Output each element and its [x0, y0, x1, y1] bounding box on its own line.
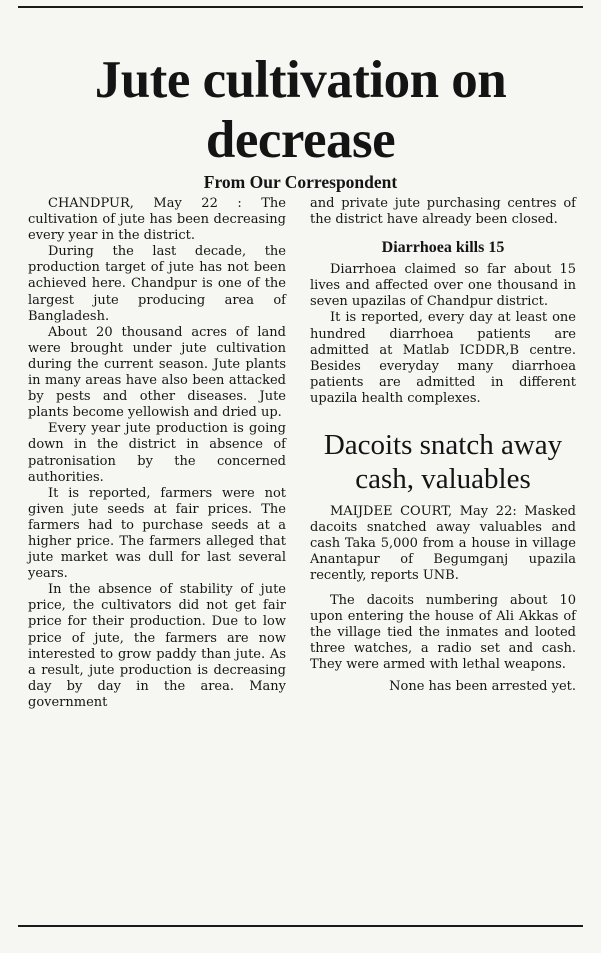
article-paragraph: In the absence of stability of jute price, the cultivators did not get fair price for their production. Due to low price of jute, the farmers are now interested to grow paddy than jute. As a result, jute production is decreasing day by day in the area. Many government: [28, 582, 286, 710]
byline: From Our Correspondent: [203, 172, 398, 192]
column-right: [310, 196, 576, 695]
article-paragraph: During the last decade, the production target of jute has not been achieved here. Chandpur is one of the largest jute producing area of Bangladesh.: [28, 244, 286, 324]
diarrhoea-paragraph: It is reported, every day at least one hundred diarrhoea patients are admitted at Matlab ICDDR,B centre. Besides everyday many diarrhoea patients are admitted in different upazila health complexes.: [310, 310, 576, 406]
article-paragraph: About 20 thousand acres of land were brought under jute cultivation during the current season. Jute plants in many areas have also been attacked by pests and other diseases. Jute plants become yellowish and dried up.: [28, 324, 286, 421]
diarrhoea-subhead: Diarrhoea kills 15: [381, 239, 505, 257]
main-headline: Jute cultivation on decrease: [94, 50, 507, 169]
column-left: [28, 196, 286, 711]
dacoits-closing: None has been arrested yet.: [389, 678, 576, 694]
article-paragraph: Every year jute production is going down in the district in absence of patronisation by the concerned authorities.: [28, 421, 286, 485]
diarrhoea-paragraph: Diarrhoea claimed so far about 15 lives and affected over one thousand in seven upazilas of Chandpur district.: [310, 262, 576, 310]
top-rule: [18, 6, 583, 8]
article-continuation: and private jute purchasing centres of the district have already been closed.: [310, 196, 576, 228]
dacoits-headline: Dacoits snatch away cash, valuables: [323, 429, 563, 495]
article-paragraph: CHANDPUR, May 22 : The cultivation of jute has been decreasing every year in the district.: [28, 196, 286, 244]
article-paragraph: It is reported, farmers were not given jute seeds at fair prices. The farmers had to purchase seeds at a higher price. The farmers alleged that jute market was dull for last several years.: [28, 485, 286, 582]
dacoits-paragraph: MAIJDEE COURT, May 22: Masked dacoits snatched away valuables and cash Taka 5,000 from a house in village Anantapur of Begumganj upazila recently, reports UNB.: [310, 504, 576, 584]
dacoits-paragraph: The dacoits numbering about 10 upon entering the house of Ali Akkas of the village tied the inmates and looted three watches, a radio set and cash. They were armed with lethal weapons.: [310, 592, 576, 672]
bottom-rule: [18, 925, 583, 927]
